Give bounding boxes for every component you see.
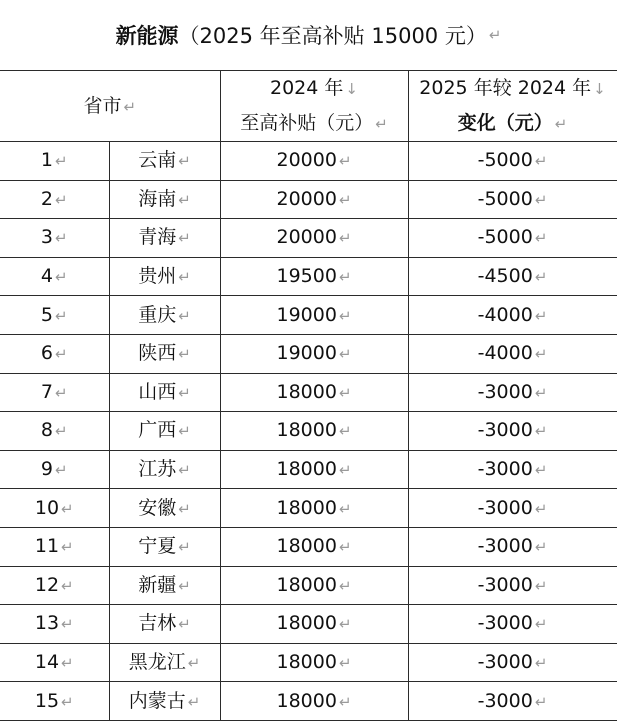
change-cell-value: -3000 xyxy=(477,535,533,558)
paragraph-mark-icon: ↵ xyxy=(534,538,548,557)
paragraph-mark-icon: ↵ xyxy=(534,306,548,325)
subsidy-2024-cell xyxy=(220,682,408,721)
paragraph-mark-icon: ↵ xyxy=(534,422,548,441)
subsidy-2024-cell xyxy=(220,450,408,489)
paragraph-mark-icon: ↵ xyxy=(338,654,352,673)
province-cell xyxy=(109,605,220,644)
change-cell xyxy=(408,527,617,566)
rank-cell xyxy=(0,219,109,258)
change-cell xyxy=(408,450,617,489)
paragraph-mark-icon: ↵ xyxy=(534,615,548,634)
province-cell xyxy=(109,682,220,721)
document-title xyxy=(0,0,617,70)
subsidy-2024-cell-value: 20000 xyxy=(276,149,337,172)
change-cell-value: -3000 xyxy=(477,419,533,442)
header-change-line2: 变化（元） xyxy=(457,112,553,134)
rank-cell xyxy=(0,373,109,412)
rank-cell xyxy=(0,257,109,296)
change-cell xyxy=(408,296,617,335)
rank-cell-value: 2 xyxy=(40,187,53,210)
subsidy-2024-cell xyxy=(220,334,408,373)
change-cell-value: -4500 xyxy=(477,265,533,288)
paragraph-mark-icon: ↵ xyxy=(534,229,548,248)
province-cell-value: 云南 xyxy=(138,149,177,172)
province-cell-value: 山西 xyxy=(138,380,177,403)
line-break-mark-icon: ↓ xyxy=(593,80,606,98)
change-cell-value: -4000 xyxy=(477,303,533,326)
change-cell-value: -3000 xyxy=(477,612,533,635)
subsidy-2024-cell-value: 18000 xyxy=(276,689,337,712)
province-cell xyxy=(109,643,220,682)
subsidy-2024-cell-value: 18000 xyxy=(276,458,337,481)
province-cell xyxy=(109,296,220,335)
rank-cell-value: 4 xyxy=(40,265,53,288)
change-cell-value: -3000 xyxy=(477,689,533,712)
rank-cell-value: 12 xyxy=(34,573,60,596)
paragraph-mark-icon: ↵ xyxy=(61,615,74,634)
rank-cell-value: 10 xyxy=(34,496,60,519)
rank-cell xyxy=(0,527,109,566)
subsidy-2024-cell xyxy=(220,180,408,219)
rank-cell xyxy=(0,605,109,644)
rank-cell-value: 8 xyxy=(40,419,53,442)
table-row xyxy=(0,643,617,682)
rank-cell-value: 15 xyxy=(34,689,60,712)
paragraph-mark-icon: ↵ xyxy=(178,461,191,480)
subsidy-2024-cell xyxy=(220,566,408,605)
paragraph-mark-icon: ↵ xyxy=(338,499,352,518)
rank-cell-value: 5 xyxy=(40,303,53,326)
paragraph-mark-icon: ↵ xyxy=(338,461,352,480)
table-row xyxy=(0,605,617,644)
paragraph-mark-icon: ↵ xyxy=(61,692,74,711)
change-cell xyxy=(408,219,617,258)
rank-cell-value: 13 xyxy=(34,612,60,635)
paragraph-mark-icon: ↵ xyxy=(534,692,548,711)
paragraph-mark-icon: ↵ xyxy=(55,422,68,441)
province-cell xyxy=(109,450,220,489)
header-province-label: 省市 xyxy=(83,94,122,117)
paragraph-mark-icon: ↵ xyxy=(55,306,68,325)
paragraph-mark-icon: ↵ xyxy=(178,345,191,364)
subsidy-2024-cell xyxy=(220,489,408,528)
subsidy-2024-cell xyxy=(220,142,408,181)
subsidy-2024-cell-value: 20000 xyxy=(276,226,337,249)
province-cell xyxy=(109,527,220,566)
change-cell xyxy=(408,334,617,373)
table-header-row xyxy=(0,71,617,142)
paragraph-mark-icon: ↵ xyxy=(55,152,68,171)
subsidy-2024-cell xyxy=(220,605,408,644)
paragraph-mark-icon: ↵ xyxy=(338,538,352,557)
table-row xyxy=(0,412,617,451)
rank-cell-value: 6 xyxy=(40,342,53,365)
subsidy-2024-cell-value: 20000 xyxy=(276,187,337,210)
paragraph-mark-icon: ↵ xyxy=(338,190,352,209)
paragraph-mark-icon: ↵ xyxy=(55,461,68,480)
table-row xyxy=(0,257,617,296)
change-cell-value: -4000 xyxy=(477,342,533,365)
paragraph-mark-icon: ↵ xyxy=(55,268,68,287)
paragraph-mark-icon: ↵ xyxy=(338,692,352,711)
province-cell-value: 重庆 xyxy=(138,303,177,326)
province-cell xyxy=(109,219,220,258)
paragraph-mark-icon: ↵ xyxy=(178,576,191,595)
paragraph-mark-icon: ↵ xyxy=(534,268,548,287)
change-cell-value: -5000 xyxy=(477,226,533,249)
paragraph-mark-icon: ↵ xyxy=(178,615,191,634)
table-row xyxy=(0,373,617,412)
province-cell-value: 安徽 xyxy=(138,496,177,519)
paragraph-mark-icon: ↵ xyxy=(534,190,548,209)
table-row xyxy=(0,682,617,721)
header-change-line1: 2025 年较 2024 年 xyxy=(419,77,592,99)
change-cell-value: -3000 xyxy=(477,651,533,674)
subsidy-table xyxy=(0,70,617,721)
province-cell-value: 海南 xyxy=(138,187,177,210)
paragraph-mark-icon: ↵ xyxy=(61,499,74,518)
province-cell xyxy=(109,489,220,528)
paragraph-mark-icon: ↵ xyxy=(375,115,388,133)
province-cell xyxy=(109,412,220,451)
line-break-mark-icon: ↓ xyxy=(345,80,358,98)
rank-cell xyxy=(0,489,109,528)
province-cell xyxy=(109,180,220,219)
paragraph-mark-icon: ↵ xyxy=(338,615,352,634)
table-row xyxy=(0,334,617,373)
subsidy-2024-cell xyxy=(220,296,408,335)
rank-cell xyxy=(0,682,109,721)
paragraph-mark-icon: ↵ xyxy=(338,306,352,325)
paragraph-mark-icon: ↵ xyxy=(178,499,191,518)
province-cell-value: 陕西 xyxy=(138,342,177,365)
subsidy-2024-cell-value: 18000 xyxy=(276,573,337,596)
header-subsidy-2024-line2: 至高补贴（元） xyxy=(240,112,374,134)
paragraph-mark-icon: ↵ xyxy=(178,268,191,287)
paragraph-mark-icon: ↵ xyxy=(178,383,191,402)
paragraph-mark-icon: ↵ xyxy=(534,499,548,518)
change-cell xyxy=(408,566,617,605)
change-cell xyxy=(408,180,617,219)
subsidy-2024-cell xyxy=(220,257,408,296)
paragraph-mark-icon: ↵ xyxy=(488,26,502,44)
paragraph-mark-icon: ↵ xyxy=(178,422,191,441)
change-cell xyxy=(408,682,617,721)
change-cell xyxy=(408,489,617,528)
province-cell-value: 内蒙古 xyxy=(128,689,186,712)
paragraph-mark-icon: ↵ xyxy=(338,383,352,402)
subsidy-2024-cell xyxy=(220,527,408,566)
paragraph-mark-icon: ↵ xyxy=(338,576,352,595)
paragraph-mark-icon: ↵ xyxy=(55,229,68,248)
subsidy-2024-cell-value: 18000 xyxy=(276,535,337,558)
table-row xyxy=(0,489,617,528)
change-cell-value: -5000 xyxy=(477,187,533,210)
change-cell xyxy=(408,643,617,682)
rank-cell xyxy=(0,296,109,335)
table-row xyxy=(0,566,617,605)
province-cell-value: 广西 xyxy=(138,419,177,442)
header-subsidy-2024-line1: 2024 年 xyxy=(270,77,344,99)
subsidy-2024-cell-value: 19000 xyxy=(276,342,337,365)
subsidy-2024-cell xyxy=(220,373,408,412)
rank-cell-value: 11 xyxy=(34,535,60,558)
paragraph-mark-icon: ↵ xyxy=(178,190,191,209)
province-cell xyxy=(109,373,220,412)
header-province xyxy=(0,71,220,142)
paragraph-mark-icon: ↵ xyxy=(187,692,201,711)
change-cell-value: -3000 xyxy=(477,496,533,519)
subsidy-2024-cell-value: 18000 xyxy=(276,419,337,442)
change-cell-value: -3000 xyxy=(477,573,533,596)
province-cell xyxy=(109,142,220,181)
paragraph-mark-icon: ↵ xyxy=(61,654,74,673)
header-change xyxy=(408,71,617,142)
subsidy-2024-cell-value: 19000 xyxy=(276,303,337,326)
subsidy-2024-cell-value: 18000 xyxy=(276,651,337,674)
province-cell xyxy=(109,566,220,605)
title-rest-text: （2025 年至高补贴 15000 元） xyxy=(178,24,487,48)
province-cell-value: 宁夏 xyxy=(138,535,177,558)
province-cell-value: 贵州 xyxy=(138,265,177,288)
change-cell xyxy=(408,605,617,644)
province-cell-value: 江苏 xyxy=(138,458,177,481)
change-cell-value: -3000 xyxy=(477,380,533,403)
paragraph-mark-icon: ↵ xyxy=(534,654,548,673)
paragraph-mark-icon: ↵ xyxy=(534,152,548,171)
province-cell xyxy=(109,334,220,373)
paragraph-mark-icon: ↵ xyxy=(55,345,68,364)
paragraph-mark-icon: ↵ xyxy=(55,190,68,209)
rank-cell xyxy=(0,643,109,682)
subsidy-2024-cell-value: 19500 xyxy=(276,265,337,288)
paragraph-mark-icon: ↵ xyxy=(123,97,137,116)
change-cell xyxy=(408,412,617,451)
table-row xyxy=(0,219,617,258)
paragraph-mark-icon: ↵ xyxy=(534,461,548,480)
paragraph-mark-icon: ↵ xyxy=(534,345,548,364)
rank-cell xyxy=(0,566,109,605)
table-row xyxy=(0,450,617,489)
rank-cell xyxy=(0,334,109,373)
subsidy-2024-cell xyxy=(220,219,408,258)
paragraph-mark-icon: ↵ xyxy=(338,268,352,287)
table-row xyxy=(0,527,617,566)
province-cell-value: 吉林 xyxy=(138,612,177,635)
rank-cell-value: 1 xyxy=(40,149,53,172)
rank-cell-value: 14 xyxy=(34,651,60,674)
paragraph-mark-icon: ↵ xyxy=(55,383,68,402)
province-cell xyxy=(109,257,220,296)
change-cell xyxy=(408,257,617,296)
paragraph-mark-icon: ↵ xyxy=(534,576,548,595)
paragraph-mark-icon: ↵ xyxy=(338,422,352,441)
subsidy-2024-cell-value: 18000 xyxy=(276,380,337,403)
province-cell-value: 青海 xyxy=(138,226,177,249)
province-cell-value: 黑龙江 xyxy=(128,651,186,674)
rank-cell-value: 7 xyxy=(40,380,53,403)
paragraph-mark-icon: ↵ xyxy=(338,229,352,248)
paragraph-mark-icon: ↵ xyxy=(187,654,201,673)
rank-cell xyxy=(0,450,109,489)
paragraph-mark-icon: ↵ xyxy=(61,576,74,595)
rank-cell xyxy=(0,180,109,219)
province-cell-value: 新疆 xyxy=(138,573,177,596)
change-cell-value: -3000 xyxy=(477,458,533,481)
subsidy-2024-cell-value: 18000 xyxy=(276,612,337,635)
paragraph-mark-icon: ↵ xyxy=(178,152,191,171)
paragraph-mark-icon: ↵ xyxy=(178,229,191,248)
change-cell xyxy=(408,142,617,181)
change-cell xyxy=(408,373,617,412)
rank-cell xyxy=(0,142,109,181)
change-cell-value: -5000 xyxy=(477,149,533,172)
title-bold-text: 新能源 xyxy=(115,24,179,48)
paragraph-mark-icon: ↵ xyxy=(178,538,191,557)
table-row xyxy=(0,296,617,335)
rank-cell-value: 9 xyxy=(40,458,53,481)
header-subsidy-2024 xyxy=(220,71,408,142)
subsidy-2024-cell xyxy=(220,643,408,682)
paragraph-mark-icon: ↵ xyxy=(338,345,352,364)
rank-cell xyxy=(0,412,109,451)
table-row xyxy=(0,180,617,219)
table-row xyxy=(0,142,617,181)
paragraph-mark-icon: ↵ xyxy=(61,538,74,557)
subsidy-2024-cell-value: 18000 xyxy=(276,496,337,519)
paragraph-mark-icon: ↵ xyxy=(554,115,568,133)
paragraph-mark-icon: ↵ xyxy=(178,306,191,325)
paragraph-mark-icon: ↵ xyxy=(534,383,548,402)
subsidy-2024-cell xyxy=(220,412,408,451)
rank-cell-value: 3 xyxy=(40,226,53,249)
paragraph-mark-icon: ↵ xyxy=(338,152,352,171)
